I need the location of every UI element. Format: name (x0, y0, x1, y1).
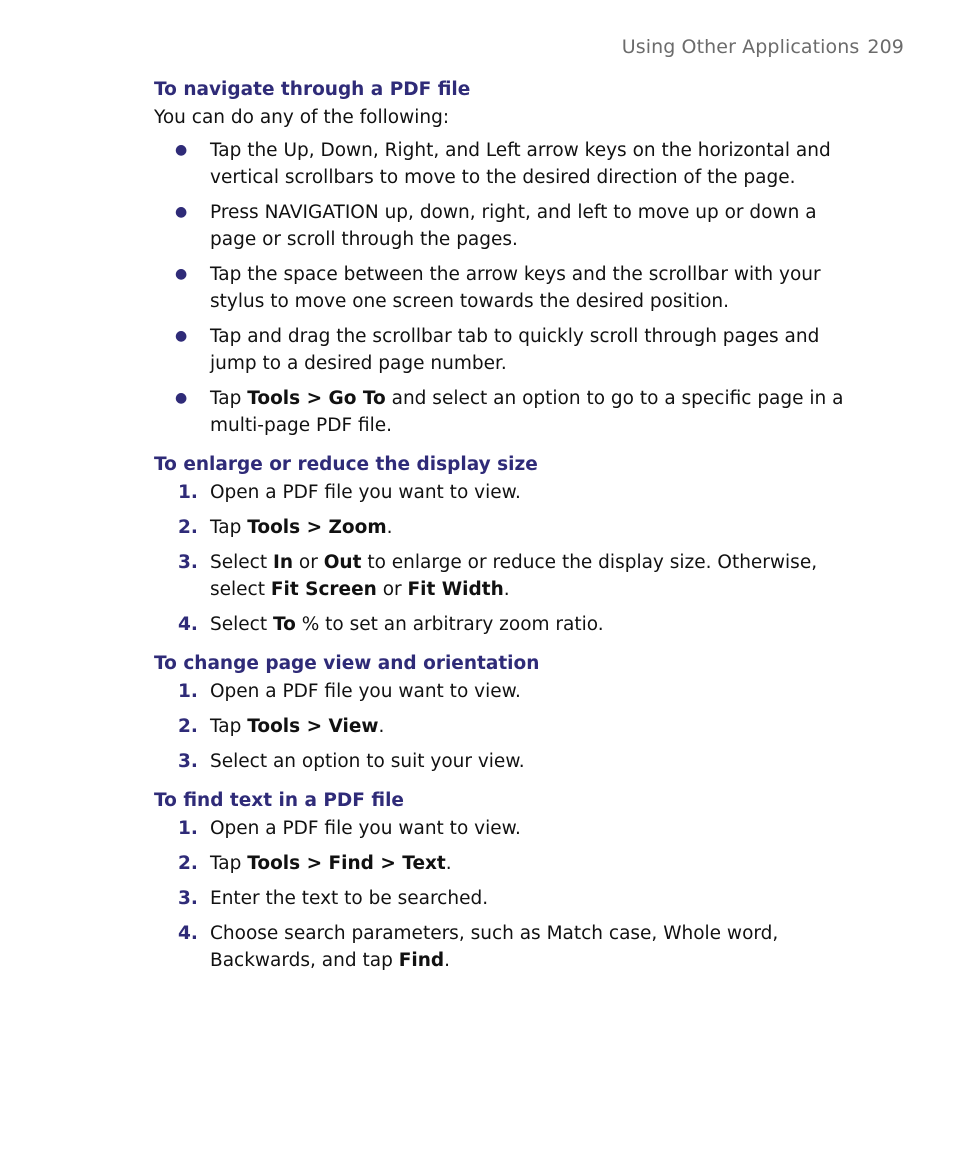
step-number: 4. (178, 614, 198, 635)
text-run: or (293, 552, 324, 573)
section-heading: To navigate through a PDF file (154, 79, 471, 100)
section-heading: To change page view and orientation (154, 653, 540, 674)
step-number: 3. (178, 751, 198, 772)
step-number: 4. (178, 923, 198, 944)
step-item (154, 678, 854, 705)
step-list (154, 678, 854, 775)
section-navigate (154, 76, 854, 439)
bullet-icon: ● (175, 390, 188, 406)
text-run: . (444, 950, 451, 971)
text-run: Tap the Up, Down, Right, and Left arrow keys on the horizontal and vertical scrollbars to move to the desired direction of the page. (210, 140, 831, 188)
section-heading: To enlarge or reduce the display size (154, 454, 538, 475)
section-zoom (154, 451, 854, 638)
bold-term: Tools > Zoom (247, 517, 387, 538)
text-run: Tap (210, 388, 248, 409)
step-number: 2. (178, 716, 198, 737)
text-run: Select an option to suit your view. (210, 751, 525, 772)
bold-term: Tools > Find > Text (247, 853, 446, 874)
bullet-list (154, 137, 854, 439)
bold-term: Find (398, 950, 445, 971)
page-content (154, 76, 854, 986)
step-number: 1. (178, 818, 198, 839)
text-run: Tap and drag the scrollbar tab to quickly scroll through pages and jump to a desired page number. (210, 326, 820, 374)
text-run: Tap (210, 517, 248, 538)
text-run: and select an option to go to a specific page in a multi-page PDF file. (210, 388, 844, 436)
text-run: . (445, 853, 452, 874)
bullet-item (154, 323, 854, 377)
bold-term: In (272, 552, 294, 573)
text-run: Open a PDF file you want to view. (210, 818, 521, 839)
section-view (154, 650, 854, 775)
text-run: Tap (210, 716, 248, 737)
step-item (154, 479, 854, 506)
step-item (154, 611, 854, 638)
step-item (154, 885, 854, 912)
text-run: Enter the text to be searched. (210, 888, 489, 909)
bullet-item (154, 385, 854, 439)
bold-term: Tools > Go To (247, 388, 386, 409)
step-list (154, 815, 854, 974)
bullet-item (154, 199, 854, 253)
text-run: Select (210, 552, 273, 573)
bullet-icon: ● (175, 204, 188, 220)
page-number: 209 (867, 36, 904, 58)
bullet-icon: ● (175, 328, 188, 344)
text-run: % to set an arbitrary zoom ratio. (295, 614, 604, 635)
text-run: or (376, 579, 408, 600)
bullet-icon: ● (175, 266, 188, 282)
bold-term: Out (323, 552, 362, 573)
section-intro: You can do any of the following: (154, 107, 450, 128)
section-heading: To find text in a PDF file (154, 790, 404, 811)
bold-term: Fit Width (407, 579, 504, 600)
running-header (622, 36, 904, 58)
section-find (154, 787, 854, 974)
running-header-title: Using Other Applications (621, 36, 860, 58)
step-number: 3. (178, 552, 198, 573)
text-run: Tap (210, 853, 248, 874)
step-item (154, 920, 854, 974)
text-run: Select (210, 614, 273, 635)
step-item (154, 850, 854, 877)
step-number: 3. (178, 888, 198, 909)
text-run: to enlarge or reduce the display size. Otherwise, select (210, 552, 818, 600)
text-run: Open a PDF file you want to view. (210, 681, 521, 702)
bold-term: Tools > View (247, 716, 379, 737)
step-number: 2. (178, 517, 198, 538)
bold-term: To (272, 614, 296, 635)
step-number: 1. (178, 681, 198, 702)
bullet-item (154, 137, 854, 191)
text-run: Choose search parameters, such as Match case, Whole word, Backwards, and tap (210, 923, 779, 971)
bullet-icon: ● (175, 142, 188, 158)
text-run: Tap the space between the arrow keys and the scrollbar with your stylus to move one screen towards the desired position. (210, 264, 821, 312)
text-run: . (378, 716, 385, 737)
step-number: 2. (178, 853, 198, 874)
step-item (154, 549, 854, 603)
step-item (154, 748, 854, 775)
step-item (154, 815, 854, 842)
step-item (154, 713, 854, 740)
bold-term: Fit Screen (270, 579, 377, 600)
text-run: Open a PDF file you want to view. (210, 482, 521, 503)
bullet-item (154, 261, 854, 315)
step-list (154, 479, 854, 638)
step-item (154, 514, 854, 541)
text-run: Press NAVIGATION up, down, right, and left to move up or down a page or scroll through the pages. (210, 202, 817, 250)
step-number: 1. (178, 482, 198, 503)
text-run: . (503, 579, 510, 600)
text-run: . (386, 517, 393, 538)
